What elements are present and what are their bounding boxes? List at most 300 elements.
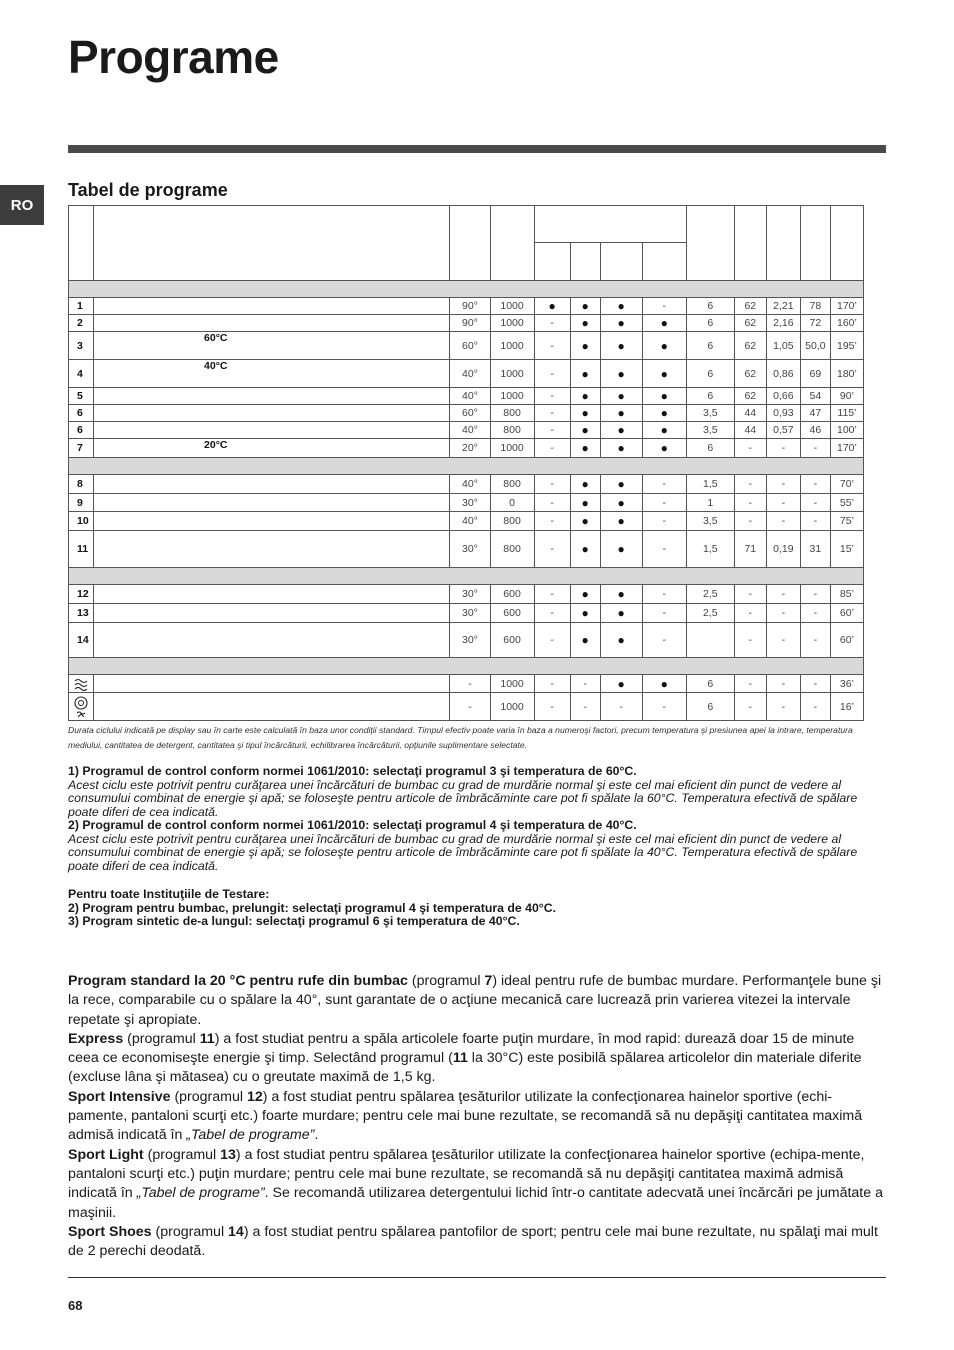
table-cell: 195’ (830, 332, 863, 360)
table-cell: 71 (734, 531, 766, 568)
table-cell: - (734, 675, 766, 693)
program-number: 6 (69, 422, 94, 439)
table-cell: - (766, 585, 800, 604)
paragraph-express (68, 1030, 886, 1088)
table-cell: - (642, 693, 686, 721)
program-description (94, 388, 450, 405)
header-cell (570, 243, 600, 281)
table-cell: ● (600, 604, 642, 623)
program-description (94, 315, 450, 332)
table-cell: 170’ (830, 439, 863, 458)
header-divider (68, 145, 886, 153)
table-cell: 6 (686, 675, 734, 693)
table-row (69, 332, 864, 360)
table-reference: „Tabel de programe” (186, 1127, 315, 1144)
table-cell: 6 (686, 693, 734, 721)
table-cell: 1000 (490, 360, 534, 388)
footnote-1-text: Acest ciclu este potrivit pentru curăţarea unei încărcături de bumbac cu grad de murdărie normal şi este cel mai eficient din punct de vedere al consumului combinat de energie şi apă; se foloseşte pentru articole de îmbrăcăminte care pot fi spălate la 60°C. Temperatura efectivă de spălare poate diferi de cea indicată. (68, 777, 858, 819)
spin-drain-icon (69, 693, 94, 721)
table-cell: 15’ (830, 531, 863, 568)
table-cell: 0,57 (766, 422, 800, 439)
footnote-2-text: Acest ciclu este potrivit pentru curăţarea unei încărcături de bumbac cu grad de murdărie normal şi este cel mai eficient din punct de vedere al consumului combinat de energie şi apă; se foloseşte pentru articole de îmbrăcăminte care pot fi spălate la 40°C. Temperatura efectivă de spălare poate diferi de cea indicată. (68, 831, 858, 873)
table-cell: 3,5 (686, 422, 734, 439)
table-cell: 170’ (830, 298, 863, 315)
paragraph-text: ) a fost studiat pentru a spăla articolele foarte puţin murdare, în mod rapid: durează doar 15 de minute ceea ce economiseşte energie şi timp. Selectând programul ( (68, 1030, 855, 1067)
table-row (69, 623, 864, 658)
program-number: 12 (246, 1088, 263, 1105)
table-cell: 90° (450, 298, 490, 315)
table-cell: ● (642, 388, 686, 405)
table-cell: - (534, 604, 570, 623)
table-cell: ● (642, 332, 686, 360)
header-cell (686, 206, 734, 281)
table-cell: ● (642, 405, 686, 422)
table-cell: 90° (450, 315, 490, 332)
program-description (94, 475, 450, 494)
program-number: 3 (69, 332, 94, 360)
table-cell: ● (642, 360, 686, 388)
table-cell: 55’ (830, 494, 863, 512)
program-number: 9 (69, 494, 94, 512)
table-cell: ● (570, 604, 600, 623)
table-cell: ● (600, 512, 642, 531)
paragraph-lead: Sport Light (68, 1146, 144, 1163)
table-cell: 6 (686, 298, 734, 315)
table-cell: ● (570, 439, 600, 458)
paragraph-text: ) a fost studiat pentru spălarea ţesăturilor utilizate la confecţionarea hainelor sportive (echipa-mente, pantaloni scurţi etc.) puţin murdare; pentru cele mai bune rezultate, se recomandă să nu depăşiţi cantitatea maximă admisă indicată în (68, 1146, 865, 1202)
table-row (69, 422, 864, 439)
table-row (69, 475, 864, 494)
table-cell: 72 (800, 315, 830, 332)
program-number: 5 (69, 388, 94, 405)
program-description (94, 405, 450, 422)
table-cell: 800 (490, 422, 534, 439)
table-cell: 20° (450, 439, 490, 458)
table-cell: - (642, 585, 686, 604)
table-cell: 30° (450, 494, 490, 512)
table-row (69, 298, 864, 315)
table-row (69, 494, 864, 512)
paragraph-text: ) a fost studiat pentru spălarea pantofilor de sport; pentru cele mai bune rezultate, nu spălaţi mai mult de 2 perechi deodată. (68, 1223, 878, 1260)
paragraph-sport-shoes (68, 1223, 886, 1262)
table-cell: 69 (800, 360, 830, 388)
table-cell: 160’ (830, 315, 863, 332)
table-cell: - (800, 475, 830, 494)
table-reference: „Tabel de programe” (136, 1185, 265, 1202)
paragraph-text: ) ideal pentru rufe de bumbac murdare. Performanţele bune şi la rece, comparabile cu o spălare la 40°, sunt garantate de o acţiune mecanică care lucrează prin varierea vitezei la intervale repetate şi apropiate. (68, 973, 882, 1028)
table-cell: 600 (490, 604, 534, 623)
table-cell: 30° (450, 623, 490, 658)
program-description (94, 675, 450, 693)
table-cell: 40° (450, 422, 490, 439)
program-description (94, 512, 450, 531)
program-number: 14 (228, 1223, 244, 1240)
table-cell: 6 (686, 360, 734, 388)
header-cell (534, 206, 686, 243)
table-cell: ● (600, 332, 642, 360)
table-cell: - (766, 439, 800, 458)
table-cell: 54 (800, 388, 830, 405)
table-cell: 30° (450, 585, 490, 604)
table-cell: - (534, 623, 570, 658)
table-cell: 0,93 (766, 405, 800, 422)
table-cell: - (534, 439, 570, 458)
table-cell: - (800, 693, 830, 721)
testing-item-2: 3) Program sintetic de-a lungul: selectaţi programul 6 şi temperatura de 40°C. (68, 914, 520, 928)
table-cell: - (766, 494, 800, 512)
table-cell: - (534, 315, 570, 332)
page-number: 68 (68, 1298, 83, 1313)
table-cell: - (800, 623, 830, 658)
table-cell: 44 (734, 405, 766, 422)
table-cell: - (534, 585, 570, 604)
table-cell: ● (600, 298, 642, 315)
table-cell: 6 (686, 315, 734, 332)
table-cell: 62 (734, 388, 766, 405)
table-cell: 115’ (830, 405, 863, 422)
table-group-header (69, 658, 864, 675)
table-cell: - (534, 531, 570, 568)
program-description (94, 332, 450, 360)
table-row (69, 405, 864, 422)
paragraph-text: (programul (143, 1146, 221, 1163)
table-cell: ● (570, 332, 600, 360)
footnote-2 (68, 819, 888, 873)
footnote-2-title: 2) Programul de control conform normei 1061/2010: selectaţi programul 4 şi temperatura de 40°C. (68, 818, 637, 832)
table-cell: - (734, 512, 766, 531)
temperature-label: 40°C (204, 360, 228, 372)
table-cell: ● (600, 388, 642, 405)
table-cell: 60’ (830, 604, 863, 623)
header-cell (766, 206, 800, 281)
table-cell: - (800, 494, 830, 512)
table-cell: - (534, 512, 570, 531)
table-header-row (69, 206, 864, 243)
table-cell: 62 (734, 298, 766, 315)
header-cell (800, 206, 830, 281)
paragraph-lead: Sport Intensive (68, 1088, 171, 1105)
table-cell: 36’ (830, 675, 863, 693)
table-cell: 0,66 (766, 388, 800, 405)
program-number: 2 (69, 315, 94, 332)
table-cell: - (600, 693, 642, 721)
table-cell: - (766, 512, 800, 531)
table-cell: 31 (800, 531, 830, 568)
header-cell (734, 206, 766, 281)
programs-table (68, 205, 864, 721)
table-cell: 2,21 (766, 298, 800, 315)
table-cell: ● (570, 475, 600, 494)
table-row (69, 360, 864, 388)
table-cell: 800 (490, 531, 534, 568)
footnote-1 (68, 765, 888, 819)
table-cell: - (766, 604, 800, 623)
testing-institutions (68, 888, 888, 929)
table-cell: - (642, 531, 686, 568)
program-number: 6 (69, 405, 94, 422)
table-cell: 16’ (830, 693, 863, 721)
table-cell (686, 623, 734, 658)
table-cell: ● (600, 675, 642, 693)
table-cell: 1000 (490, 298, 534, 315)
table-cell: 47 (800, 405, 830, 422)
table-cell: ● (642, 315, 686, 332)
program-description (94, 439, 450, 458)
language-tab: RO (0, 185, 44, 225)
header-cell (94, 206, 450, 281)
table-cell: 800 (490, 512, 534, 531)
table-cell: ● (642, 439, 686, 458)
table-row (69, 693, 864, 721)
group-header-cell (69, 658, 864, 675)
temperature-label: 60°C (204, 332, 228, 344)
table-cell: 62 (734, 360, 766, 388)
table-cell: ● (570, 531, 600, 568)
table-cell: ● (600, 315, 642, 332)
paragraph-text: ) a fost studiat pentru spălarea ţesăturilor utilizate la confecţionarea hainelor sportive (echi-pamente, pantaloni scurţi etc.) foarte murdare; pentru cele mai bune rezultate, se recomandă să nu depăşiţi cantitatea maximă admisă indicată în (68, 1088, 863, 1144)
table-cell: - (534, 693, 570, 721)
table-cell: - (734, 494, 766, 512)
table-cell: - (734, 585, 766, 604)
program-description (94, 585, 450, 604)
paragraph-sport-light (68, 1146, 886, 1223)
program-description (94, 693, 450, 721)
table-cell: - (766, 475, 800, 494)
table-cell: 40° (450, 388, 490, 405)
table-cell: ● (600, 439, 642, 458)
paragraph-lead: Express (68, 1030, 124, 1047)
table-cell: 30° (450, 531, 490, 568)
table-cell: - (642, 604, 686, 623)
program-number: 12 (69, 585, 94, 604)
paragraph-text: (programul (407, 973, 485, 989)
program-number: 7 (484, 973, 493, 989)
table-cell: - (766, 675, 800, 693)
table-cell: 2,5 (686, 585, 734, 604)
table-cell: 800 (490, 405, 534, 422)
table-cell: ● (642, 422, 686, 439)
table-cell: - (450, 693, 490, 721)
paragraph-lead: Sport Shoes (68, 1223, 152, 1240)
table-note: Durata ciclului indicată pe display sau în carte este calculată în baza unor condiţii standard. Timpul efectiv poate varia în baza a numeroşi factori, precum temperatura şi presiunea apei la intrare, temperatura mediului, cantitatea de detergent, cantitatea şi tipul încărcăturii, echilibrarea încărcăturii, opţiunile suplimentare selectate. (68, 725, 853, 750)
table-cell: 62 (734, 315, 766, 332)
program-description (94, 604, 450, 623)
program-number: 10 (69, 512, 94, 531)
paragraph-standard-20 (68, 972, 886, 1030)
table-cell: - (800, 675, 830, 693)
table-cell: ● (600, 405, 642, 422)
table-cell: 1000 (490, 693, 534, 721)
table-cell: 600 (490, 623, 534, 658)
table-cell: - (642, 475, 686, 494)
table-cell: 75’ (830, 512, 863, 531)
group-header-cell (69, 458, 864, 475)
program-description (94, 494, 450, 512)
table-cell: - (534, 332, 570, 360)
program-number: 7 (69, 439, 94, 458)
table-cell: ● (570, 512, 600, 531)
paragraph-sport-intensive (68, 1088, 886, 1146)
program-description (94, 422, 450, 439)
group-header-cell (69, 281, 864, 298)
table-cell: 6 (686, 388, 734, 405)
table-cell: 30° (450, 604, 490, 623)
table-row (69, 531, 864, 568)
table-cell: - (534, 405, 570, 422)
table-cell: ● (600, 360, 642, 388)
program-number: 11 (69, 531, 94, 568)
table-cell: - (450, 675, 490, 693)
table-cell: - (534, 360, 570, 388)
table-cell: 60’ (830, 623, 863, 658)
header-cell (600, 243, 642, 281)
table-cell: ● (600, 531, 642, 568)
table-cell: 0,19 (766, 531, 800, 568)
program-number: 13 (69, 604, 94, 623)
table-row (69, 675, 864, 693)
header-cell (642, 243, 686, 281)
table-row (69, 439, 864, 458)
table-cell: ● (642, 675, 686, 693)
table-cell: - (534, 475, 570, 494)
table-cell: ● (570, 298, 600, 315)
table-cell: ● (570, 315, 600, 332)
table-cell: - (734, 623, 766, 658)
table-cell: 1000 (490, 332, 534, 360)
program-description (94, 623, 450, 658)
table-cell: 1,5 (686, 475, 734, 494)
table-cell: - (642, 494, 686, 512)
table-cell: 1000 (490, 675, 534, 693)
table-cell: 1,05 (766, 332, 800, 360)
table-cell: 6 (686, 332, 734, 360)
paragraph-text: (programul (151, 1223, 229, 1240)
table-cell: - (570, 675, 600, 693)
table-cell: 1000 (490, 315, 534, 332)
table-cell: 78 (800, 298, 830, 315)
program-descriptions (68, 972, 886, 1261)
program-number: 1 (69, 298, 94, 315)
table-cell: ● (600, 494, 642, 512)
table-cell: - (800, 439, 830, 458)
table-cell: - (766, 693, 800, 721)
table-cell: ● (600, 475, 642, 494)
group-header-cell (69, 568, 864, 585)
table-cell: 60° (450, 332, 490, 360)
table-row (69, 512, 864, 531)
table-cell: 2,5 (686, 604, 734, 623)
header-cell (450, 206, 490, 281)
header-cell (534, 243, 570, 281)
footnote-1-title: 1) Programul de control conform normei 1061/2010: selectaţi programul 3 şi temperatura de 60°C. (68, 764, 637, 778)
table-cell: 50,0 (800, 332, 830, 360)
table-cell: 2,16 (766, 315, 800, 332)
program-number: 13 (220, 1146, 236, 1163)
table-cell: 60° (450, 405, 490, 422)
header-cell (490, 206, 534, 281)
paragraph-text: la 30°C) este posibilă spălarea articolelor din materiale diferite (excluse lâna şi mătasea) cu o greutate maximă de 1,5 kg. (68, 1050, 862, 1086)
program-number: 11 (199, 1030, 215, 1047)
program-number: 4 (69, 360, 94, 388)
table-cell: ● (570, 360, 600, 388)
header-cell (830, 206, 863, 281)
table-cell: - (642, 298, 686, 315)
table-cell: ● (600, 585, 642, 604)
program-number: 11 (452, 1050, 468, 1067)
table-cell: 180’ (830, 360, 863, 388)
table-cell: 0 (490, 494, 534, 512)
table-cell: ● (570, 405, 600, 422)
table-cell: ● (600, 623, 642, 658)
table-row (69, 585, 864, 604)
table-cell: 44 (734, 422, 766, 439)
program-description (94, 298, 450, 315)
table-cell: 600 (490, 585, 534, 604)
table-cell: ● (570, 623, 600, 658)
table-cell: - (766, 623, 800, 658)
paragraph-lead: Program standard la 20 °C pentru rufe din bumbac (68, 973, 408, 989)
table-cell: ● (570, 494, 600, 512)
table-cell: - (734, 693, 766, 721)
rinse-icon (69, 675, 94, 693)
table-row (69, 388, 864, 405)
table-cell: 0,86 (766, 360, 800, 388)
table-group-header (69, 281, 864, 298)
paragraph-text: (programul (170, 1088, 247, 1105)
table-cell: 3,5 (686, 512, 734, 531)
table-cell: - (534, 494, 570, 512)
table-cell: 800 (490, 475, 534, 494)
table-cell: 100’ (830, 422, 863, 439)
paragraph-text: . (314, 1127, 319, 1144)
table-cell: - (570, 693, 600, 721)
table-cell: 3,5 (686, 405, 734, 422)
table-cell: 85’ (830, 585, 863, 604)
table-cell: - (800, 585, 830, 604)
table-cell: ● (570, 585, 600, 604)
table-cell: 40° (450, 360, 490, 388)
table-cell: - (734, 604, 766, 623)
table-cell: - (534, 422, 570, 439)
testing-item-1: 2) Program pentru bumbac, prelungit: selectaţi programul 4 şi temperatura de 40°C. (68, 900, 557, 915)
header-cell (69, 206, 94, 281)
program-description (94, 360, 450, 388)
table-cell: 1000 (490, 388, 534, 405)
table-row (69, 604, 864, 623)
table-cell: 46 (800, 422, 830, 439)
table-cell: ● (570, 422, 600, 439)
table-cell: 70’ (830, 475, 863, 494)
table-cell: - (800, 604, 830, 623)
paragraph-text: . Se recomandă utilizarea detergentului lichid într-o cantitate adecvată unei încărcări pe jumătate a maşinii. (68, 1185, 883, 1221)
table-group-header (69, 568, 864, 585)
table-cell: - (534, 388, 570, 405)
table-cell: 1 (686, 494, 734, 512)
table-cell: 1000 (490, 439, 534, 458)
program-number: 8 (69, 475, 94, 494)
table-cell: ● (534, 298, 570, 315)
table-row (69, 315, 864, 332)
page-title: Programe (68, 31, 279, 83)
table-cell: 40° (450, 475, 490, 494)
table-cell: ● (570, 388, 600, 405)
table-cell: - (642, 623, 686, 658)
testing-institutions-title: Pentru toate Instituţiile de Testare: (68, 887, 270, 901)
table-cell: 62 (734, 332, 766, 360)
paragraph-text: (programul (123, 1030, 200, 1047)
table-cell: - (734, 439, 766, 458)
table-cell: - (734, 475, 766, 494)
